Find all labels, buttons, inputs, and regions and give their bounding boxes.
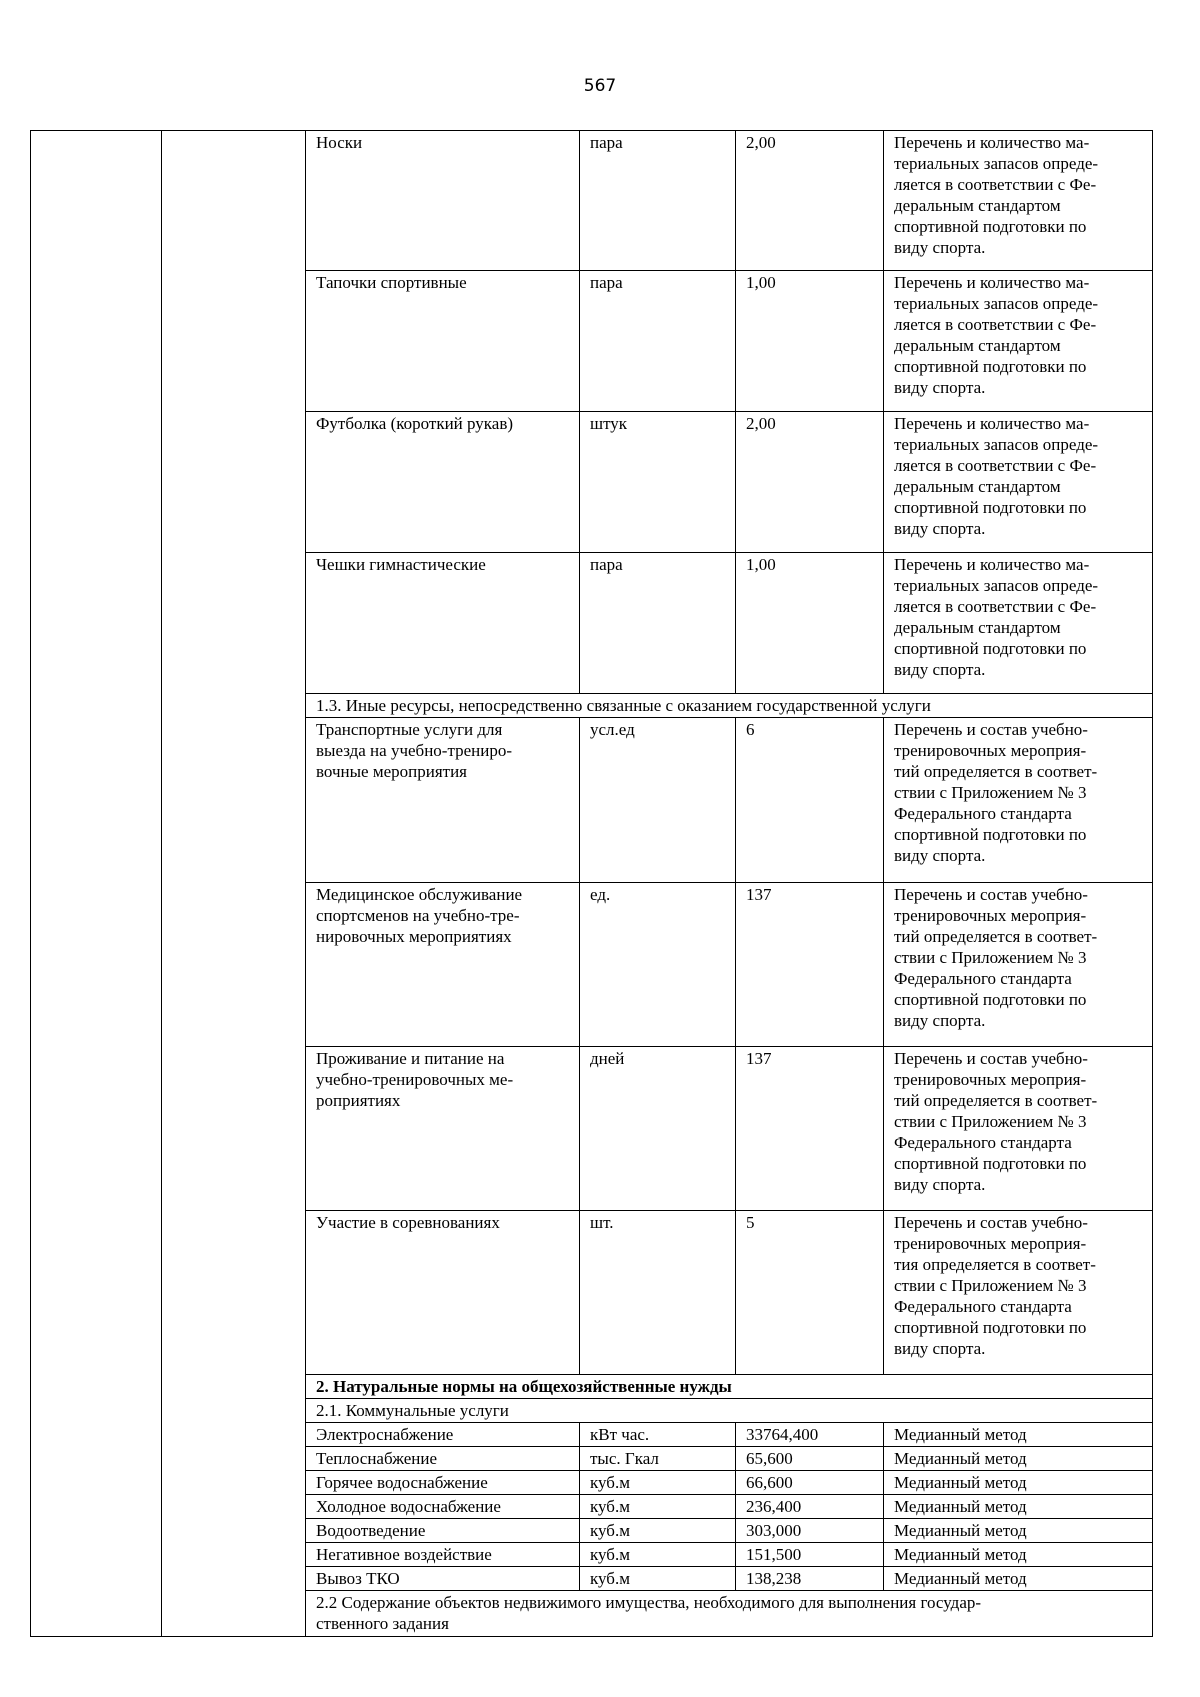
utility-unit: куб.м: [580, 1567, 736, 1591]
utility-qty: 33764,400: [736, 1423, 884, 1447]
utility-qty: 303,000: [736, 1519, 884, 1543]
resource-unit: пара: [580, 553, 736, 694]
utility-name: Горячее водоснабжение: [306, 1471, 580, 1495]
utility-unit: куб.м: [580, 1495, 736, 1519]
resource-unit: дней: [580, 1047, 736, 1211]
section-2-title: 2. Натуральные нормы на общехозяйственные нужды: [306, 1375, 1153, 1399]
utility-name: Водоотведение: [306, 1519, 580, 1543]
resource-name: Тапочки спортивные: [306, 271, 580, 412]
utility-unit: кВт час.: [580, 1423, 736, 1447]
utility-unit: куб.м: [580, 1471, 736, 1495]
resource-qty: 1,00: [736, 271, 884, 412]
utility-note: Медианный метод: [884, 1447, 1153, 1471]
utility-name: Электроснабжение: [306, 1423, 580, 1447]
resource-qty: 137: [736, 883, 884, 1047]
page-number: 567: [583, 76, 617, 96]
resource-unit: штук: [580, 412, 736, 553]
utility-note: Медианный метод: [884, 1423, 1153, 1447]
resource-note: Перечень и количество ма- териальных запасов опреде- ляется в соответствии с Фе- деральным стандартом спортивной подготовки по виду спорта.: [884, 271, 1153, 412]
utility-note: Медианный метод: [884, 1567, 1153, 1591]
resource-qty: 2,00: [736, 131, 884, 271]
utility-note: Медианный метод: [884, 1519, 1153, 1543]
resource-note: Перечень и состав учебно- тренировочных мероприя- тий определяется в соответ- ствии с Приложением № 3 Федерального стандарта спортивной подготовки по виду спорта.: [884, 883, 1153, 1047]
utility-unit: куб.м: [580, 1519, 736, 1543]
utility-unit: тыс. Гкал: [580, 1447, 736, 1471]
resource-qty: 2,00: [736, 412, 884, 553]
resource-qty: 137: [736, 1047, 884, 1211]
section-2-1-title: 2.1. Коммунальные услуги: [306, 1399, 1153, 1423]
resource-note: Перечень и состав учебно- тренировочных мероприя- тия определяется в соответ- ствии с Приложением № 3 Федерального стандарта спортивной подготовки по виду спорта.: [884, 1211, 1153, 1375]
resource-name: Футболка (короткий рукав): [306, 412, 580, 553]
utility-name: Вывоз ТКО: [306, 1567, 580, 1591]
resource-name: Медицинское обслуживание спортсменов на учебно-тре- нировочных мероприятиях: [306, 883, 580, 1047]
resource-name: Проживание и питание на учебно-тренировочных ме- роприятиях: [306, 1047, 580, 1211]
resource-note: Перечень и состав учебно- тренировочных мероприя- тий определяется в соответ- ствии с Приложением № 3 Федерального стандарта спортивной подготовки по виду спорта.: [884, 718, 1153, 883]
resource-qty: 6: [736, 718, 884, 883]
utility-qty: 138,238: [736, 1567, 884, 1591]
resource-qty: 5: [736, 1211, 884, 1375]
utility-qty: 66,600: [736, 1471, 884, 1495]
utility-note: Медианный метод: [884, 1471, 1153, 1495]
table-row: [31, 131, 1153, 271]
utility-note: Медианный метод: [884, 1543, 1153, 1567]
resource-name: Чешки гимнастические: [306, 553, 580, 694]
utility-name: Теплоснабжение: [306, 1447, 580, 1471]
resource-note: Перечень и количество ма- териальных запасов опреде- ляется в соответствии с Фе- деральным стандартом спортивной подготовки по виду спорта.: [884, 553, 1153, 694]
utility-qty: 151,500: [736, 1543, 884, 1567]
left-empty-cell: [31, 131, 162, 1637]
resource-unit: шт.: [580, 1211, 736, 1375]
resource-name: Транспортные услуги для выезда на учебно-трениро- вочные мероприятия: [306, 718, 580, 883]
utility-unit: куб.м: [580, 1543, 736, 1567]
resource-qty: 1,00: [736, 553, 884, 694]
resource-unit: пара: [580, 131, 736, 271]
resource-unit: пара: [580, 271, 736, 412]
section-1-3-title: 1.3. Иные ресурсы, непосредственно связанные с оказанием государственной услуги: [306, 694, 1153, 718]
utility-name: Негативное воздействие: [306, 1543, 580, 1567]
resource-name: Носки: [306, 131, 580, 271]
resource-name: Участие в соревнованиях: [306, 1211, 580, 1375]
utility-qty: 65,600: [736, 1447, 884, 1471]
resource-note: Перечень и состав учебно- тренировочных мероприя- тий определяется в соответ- ствии с Приложением № 3 Федерального стандарта спортивной подготовки по виду спорта.: [884, 1047, 1153, 1211]
norms-table: [30, 130, 1153, 1637]
section-2-2-title: 2.2 Содержание объектов недвижимого имущества, необходимого для выполнения государ- ственного задания: [306, 1591, 1153, 1637]
utility-qty: 236,400: [736, 1495, 884, 1519]
resource-note: Перечень и количество ма- териальных запасов опреде- ляется в соответствии с Фе- деральным стандартом спортивной подготовки по виду спорта.: [884, 412, 1153, 553]
resource-unit: ед.: [580, 883, 736, 1047]
second-empty-cell: [162, 131, 306, 1637]
resource-unit: усл.ед: [580, 718, 736, 883]
utility-name: Холодное водоснабжение: [306, 1495, 580, 1519]
utility-note: Медианный метод: [884, 1495, 1153, 1519]
resource-note: Перечень и количество ма- териальных запасов опреде- ляется в соответствии с Фе- деральным стандартом спортивной подготовки по виду спорта.: [884, 131, 1153, 271]
